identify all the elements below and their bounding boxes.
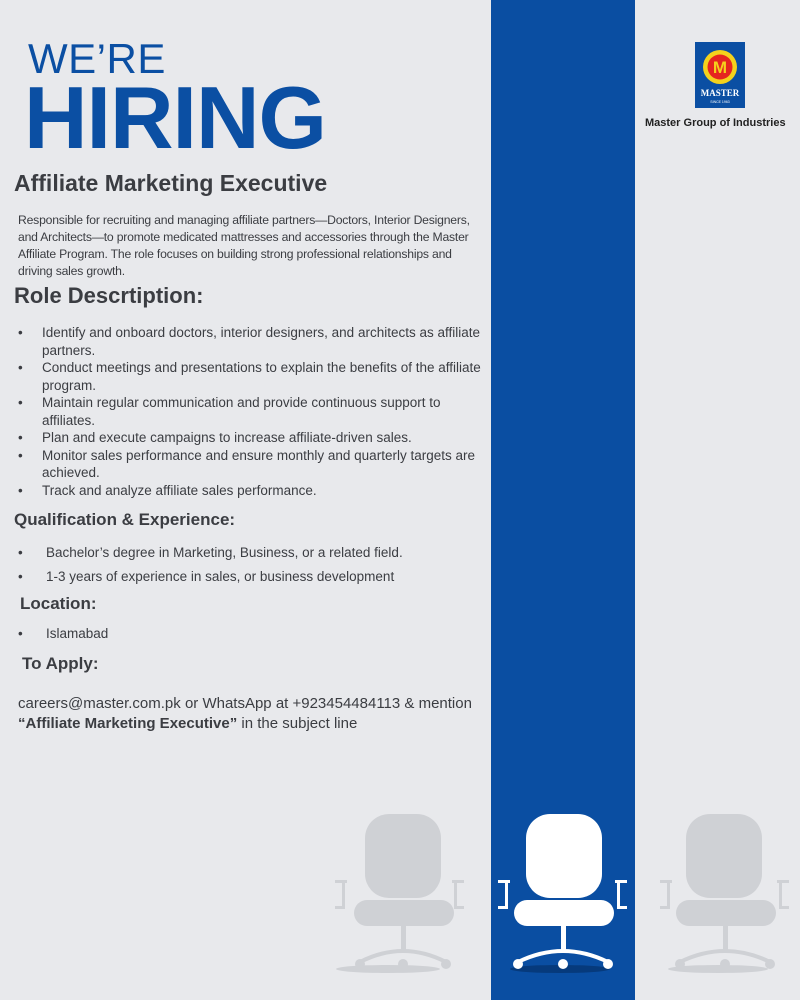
bullet: • — [18, 569, 23, 584]
apply-contact: careers@master.com.pk or WhatsApp at +923454484113 & mention — [18, 695, 472, 712]
list-item — [18, 359, 483, 394]
company-name: Master Group of Industries — [645, 117, 786, 129]
logo-text: MASTER — [700, 88, 740, 98]
bullet: • — [18, 447, 23, 463]
role-description-heading: Role Descrtiption: — [14, 283, 204, 308]
list-item — [18, 447, 483, 482]
job-title: Affiliate Marketing Executive — [14, 170, 328, 196]
list-item-text: Identify and onboard doctors, interior designers, and architects as affiliate partners. — [42, 325, 481, 358]
list-item-text: Islamabad — [46, 626, 109, 641]
list-item-text: 1-3 years of experience in sales, or business development — [46, 569, 395, 584]
list-item — [18, 544, 483, 561]
job-intro: Responsible for recruiting and managing affiliate partners—Doctors, Interior Designers, and Architects—to promote medicated mattresses and accessories through the Master Affiliate Program. The role focuses on building strong professional relationships and driving sales growth. — [18, 213, 470, 278]
master-logo — [695, 42, 745, 108]
office-chair-icon — [330, 808, 470, 978]
office-chair-icon — [494, 808, 634, 978]
logo-subtext: SINCE 1963 — [710, 100, 730, 104]
svg-text:M: M — [712, 58, 728, 77]
apply-subject: “Affiliate Marketing Executive” — [18, 715, 238, 732]
hiring-heading: HIRING — [24, 68, 326, 167]
were-heading: WE’RE — [28, 35, 166, 82]
qualification-heading: Qualification & Experience: — [14, 510, 236, 529]
qualification-list — [18, 544, 483, 592]
apply-heading: To Apply: — [22, 654, 99, 673]
list-item-text: Monitor sales performance and ensure monthly and quarterly targets are achieved. — [42, 447, 475, 480]
office-chair-icon — [656, 808, 796, 978]
list-item — [18, 625, 318, 642]
list-item-text: Track and analyze affiliate sales performance. — [42, 482, 317, 498]
list-item-text: Bachelor’s degree in Marketing, Business, or a related field. — [46, 545, 403, 560]
bullet: • — [18, 430, 23, 445]
bullet: • — [18, 545, 23, 560]
location-list — [18, 625, 318, 642]
list-item — [18, 429, 483, 447]
list-item — [18, 482, 483, 500]
bullet: • — [18, 626, 23, 641]
bullet: • — [18, 325, 23, 340]
list-item — [18, 568, 483, 585]
apply-suffix: in the subject line — [237, 715, 358, 732]
bullet: • — [18, 360, 23, 375]
role-list — [18, 324, 483, 499]
list-item-text: Plan and execute campaigns to increase affiliate-driven sales. — [42, 430, 412, 445]
apply-instructions — [18, 694, 493, 734]
master-logo-mark — [695, 42, 745, 108]
list-item-text: Maintain regular communication and provide continuous support to affiliates. — [42, 395, 441, 428]
list-item — [18, 324, 483, 359]
location-heading: Location: — [20, 594, 97, 613]
bullet: • — [18, 395, 23, 410]
list-item — [18, 394, 483, 429]
bullet: • — [18, 482, 23, 498]
list-item-text: Conduct meetings and presentations to explain the benefits of the affiliate program. — [42, 360, 481, 393]
